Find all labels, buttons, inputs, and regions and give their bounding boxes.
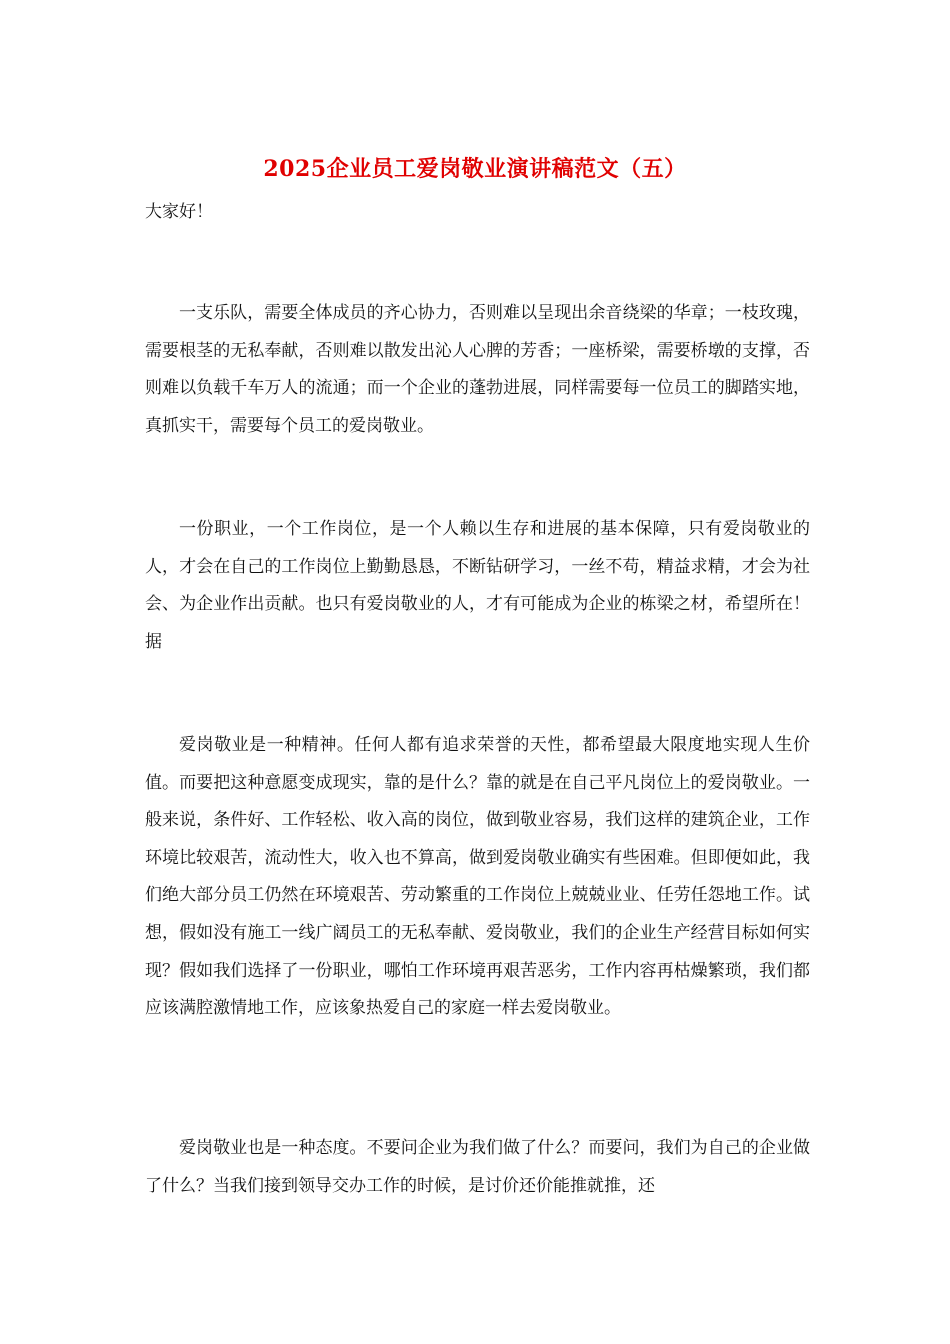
paragraph-1: 一支乐队，需要全体成员的齐心协力，否则难以呈现出余音绕梁的华章；一枝玫瑰，需要根茎的无私奉献，否则难以散发出沁人心脾的芳香；一座桥梁，需要桥墩的支撑，否则难以负载千车万人的流通；而一个企业的蓬勃进展，同样需要每一位员工的脚踏实地，真抓实干，需要每个员工的爱岗敬业。 xyxy=(145,303,810,436)
document-title: 2025企业员工爱岗敬业演讲稿范文（五） xyxy=(263,156,687,182)
paragraph-2: 一份职业，一个工作岗位，是一个人赖以生存和进展的基本保障，只有爱岗敬业的人，才会在自己的工作岗位上勤勤恳恳，不断钻研学习，一丝不苟，精益求精，才会为社会、为企业作出贡献。也只有爱岗敬业的人，才有可能成为企业的栋梁之材，希望所在！据 xyxy=(145,519,810,652)
greeting: 大家好！ xyxy=(145,202,213,222)
paragraph-4: 爱岗敬业也是一种态度。不要问企业为我们做了什么？而要问，我们为自己的企业做了什么？当我们接到领导交办工作的时候，是讨价还价能推就推，还 xyxy=(145,1138,810,1196)
paragraph-3: 爱岗敬业是一种精神。任何人都有追求荣誉的天性，都希望最大限度地实现人生价值。而要把这种意愿变成现实，靠的是什么？靠的就是在自己平凡岗位上的爱岗敬业。一般来说，条件好、工作轻松、收入高的岗位，做到敬业容易，我们这样的建筑企业，工作环境比较艰苦，流动性大，收入也不算高，做到爱岗敬业确实有些困难。但即便如此，我们绝大部分员工仍然在环境艰苦、劳动繁重的工作岗位上兢兢业业、任劳任怨地工作。试想，假如没有施工一线广阔员工的无私奉献、爱岗敬业，我们的企业生产经营目标如何实现？假如我们选择了一份职业，哪怕工作环境再艰苦恶劣，工作内容再枯燥繁琐，我们都应该满腔激情地工作，应该象热爱自己的家庭一样去爱岗敬业。 xyxy=(145,735,810,1019)
